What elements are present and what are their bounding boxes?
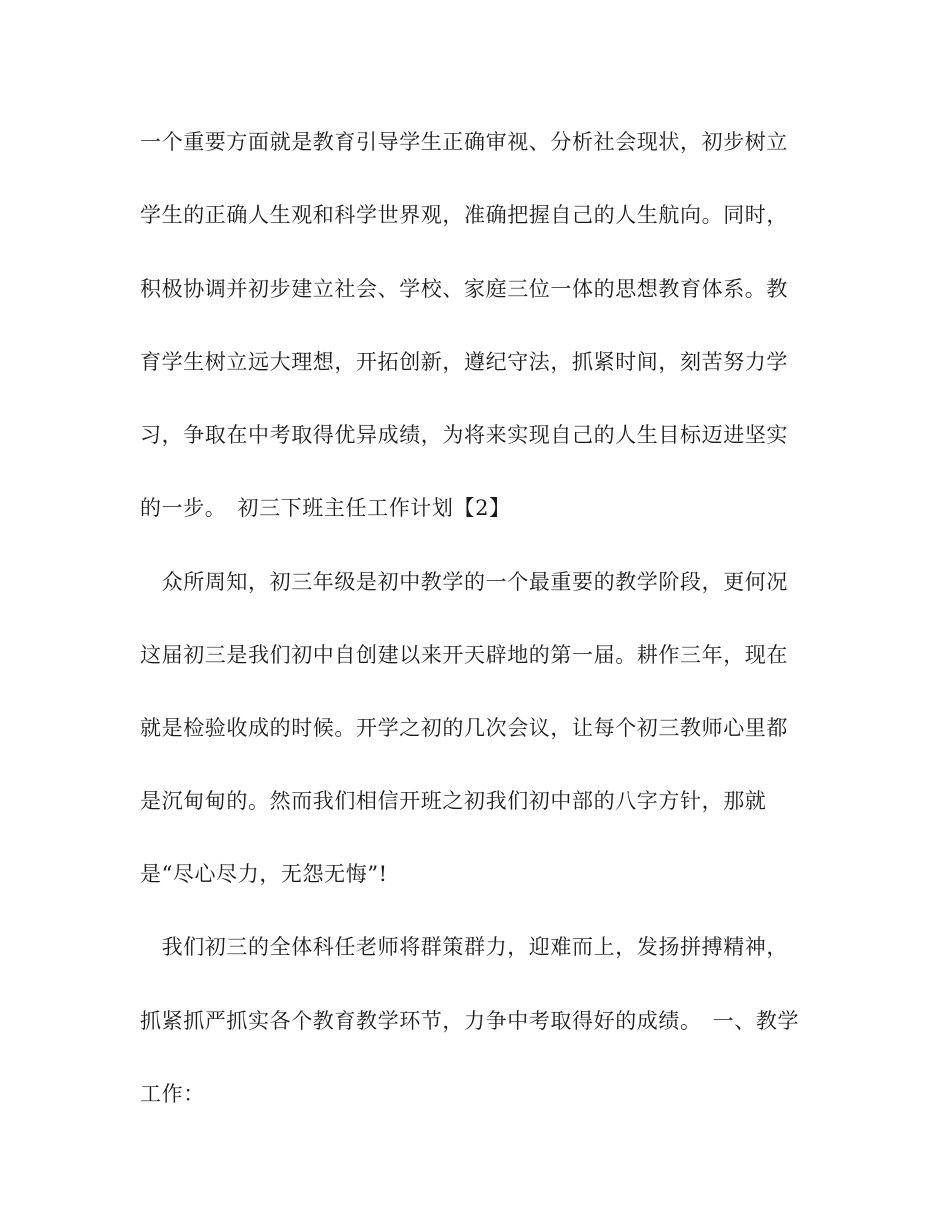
text-line: 积极协调并初步建立社会、学校、家庭三位一体的思想教育体系。教 (140, 277, 788, 301)
text-line: 学生的正确人生观和科学世界观，准确把握自己的人生航向。同时， (140, 203, 788, 227)
text-line: 育学生树立远大理想，开拓创新，遵纪守法，抓紧时间，刻苦努力学 (140, 350, 788, 374)
text-line: 我们初三的全体科任老师将群策群力，迎难而上，发扬拼搏精神， (140, 935, 788, 959)
text-line: 就是检验收成的时候。开学之初的几次会议，让每个初三教师心里都 (140, 716, 788, 740)
text-line-with-heading: 的一步。 初三下班主任工作计划【2】 (140, 496, 511, 520)
text-line: 是沉甸甸的。然而我们相信开班之初我们初中部的八字方针，那就 (140, 789, 767, 813)
text-line: 是“尽心尽力，无怨无悔”! (140, 862, 388, 886)
text-line: 工作： (140, 1082, 205, 1106)
text-line: 抓紧抓严抓实各个教育教学环节，力争中考取得好的成绩。 一、教学 (140, 1009, 800, 1033)
text-line: 这届初三是我们初中自创建以来开天辟地的第一届。耕作三年，现在 (140, 643, 788, 667)
text-line: 习，争取在中考取得优异成绩，为将来实现自己的人生目标迈进坚实 (140, 423, 788, 447)
text-line: 众所周知，初三年级是初中教学的一个最重要的教学阶段，更何况 (140, 570, 788, 594)
text-line: 一个重要方面就是教育引导学生正确审视、分析社会现状，初步树立 (140, 130, 788, 154)
